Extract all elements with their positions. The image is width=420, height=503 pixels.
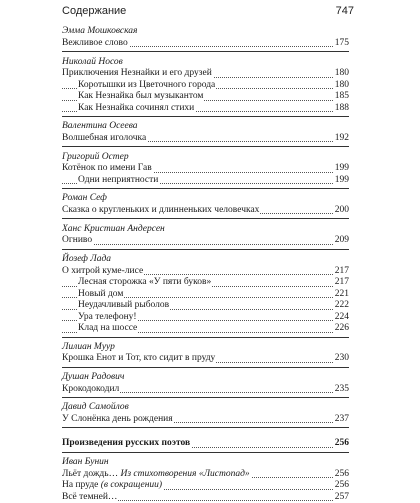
toc-entry[interactable]	[62, 91, 349, 103]
toc-entry-page: 257	[334, 491, 349, 502]
toc-author: Ханс Кристиан Андерсен	[62, 223, 165, 234]
toc-entry-title	[62, 492, 118, 502]
section-heading-title: Произведения русских поэтов	[62, 438, 191, 449]
running-head-page-number: 747	[335, 5, 354, 17]
author-group-divider	[62, 367, 349, 368]
toc-entry-page: 209	[334, 235, 349, 246]
toc-entry-page: 235	[334, 383, 349, 394]
toc-entry-page: 221	[334, 288, 349, 299]
toc-entry[interactable]	[62, 277, 349, 289]
toc-entry-title: У Слонёнка день рождения	[62, 413, 173, 424]
toc-entry-title: Лесная сторожка «У пяти буков»	[78, 277, 212, 288]
toc-entry-title: Коротышки из Цветочного города	[78, 79, 216, 90]
toc-entry-page: 230	[334, 353, 349, 364]
section-heading-divider	[62, 452, 349, 453]
toc-entry[interactable]	[62, 38, 349, 50]
table-of-contents	[62, 22, 349, 503]
toc-entry-title: Вежливое слово	[62, 37, 128, 48]
toc-entry-title: Одни неприятности	[78, 174, 159, 185]
toc-entry-note: Из стихотворения «Листопад»	[120, 468, 250, 479]
author-group-divider	[62, 397, 349, 398]
toc-entry-title: О хитрой куме-лисе	[62, 265, 144, 276]
section-heading-page: 256	[334, 438, 349, 449]
toc-entry[interactable]	[62, 353, 349, 365]
toc-author: Иван Бунин	[62, 457, 109, 468]
toc-entry[interactable]	[62, 384, 349, 396]
toc-entry-page: 256	[334, 468, 349, 479]
toc-author: Йозеф Лада	[62, 254, 112, 265]
toc-entry-page: 237	[334, 413, 349, 424]
toc-author: Давид Самойлов	[62, 402, 129, 413]
toc-entry-title: Как Незнайка был музыкантом	[78, 91, 204, 102]
running-head-section: Содержание	[62, 5, 127, 17]
author-group-divider	[62, 218, 349, 219]
toc-entry[interactable]	[62, 103, 349, 115]
toc-entry[interactable]	[62, 235, 349, 247]
toc-entry[interactable]	[62, 312, 349, 324]
toc-entry-page: 199	[334, 174, 349, 185]
dot-leader	[62, 244, 349, 245]
toc-entry-page: 192	[334, 132, 349, 143]
toc-entry[interactable]	[62, 414, 349, 426]
toc-entry-title: Огниво	[62, 235, 93, 246]
toc-entry[interactable]	[62, 133, 349, 145]
toc-entry[interactable]	[62, 480, 349, 492]
toc-entry-page: 180	[334, 68, 349, 79]
author-group-divider	[62, 249, 349, 250]
toc-entry-page: 188	[334, 102, 349, 113]
toc-entry-page: 217	[334, 277, 349, 288]
toc-entry-title: Клад на шоссе	[78, 323, 138, 334]
toc-entry-page: 226	[334, 323, 349, 334]
toc-entry-page: 222	[334, 300, 349, 311]
toc-author: Николай Носов	[62, 56, 123, 67]
toc-entry-title-main: Всё темней…	[62, 491, 118, 502]
toc-entry-note: (в сокращении)	[100, 480, 163, 491]
toc-entry-page: 224	[334, 311, 349, 322]
toc-entry[interactable]	[62, 205, 349, 217]
toc-entry-title: Неудачливый рыболов	[78, 300, 170, 311]
toc-entry-title: Крошка Енот и Тот, кто сидит в пруду	[62, 353, 216, 364]
toc-entry[interactable]	[62, 300, 349, 312]
toc-author: Душан Радович	[62, 372, 125, 383]
toc-author: Григорий Остер	[62, 151, 129, 162]
author-group-divider	[62, 51, 349, 52]
toc-entry-title: Новый дом	[78, 288, 124, 299]
toc-entry[interactable]	[62, 80, 349, 92]
author-group-divider	[62, 116, 349, 117]
toc-entry[interactable]	[62, 163, 349, 175]
toc-entry-title: Котёнок по имени Гав	[62, 163, 152, 174]
toc-entry-page: 175	[334, 37, 349, 48]
toc-entry[interactable]	[62, 68, 349, 80]
toc-author: Валентина Осеева	[62, 121, 138, 132]
toc-entry-page: 200	[334, 204, 349, 215]
toc-entry-page: 185	[334, 91, 349, 102]
toc-entry-title-main: На пруде	[62, 480, 99, 491]
toc-author: Эмма Мошковская	[62, 26, 138, 37]
toc-entry-title: Крокодокодил	[62, 383, 120, 394]
toc-entry-title	[62, 469, 251, 479]
toc-entry[interactable]	[62, 323, 349, 335]
author-group-divider	[62, 337, 349, 338]
toc-entry[interactable]	[62, 175, 349, 187]
toc-entry-title: Как Незнайка сочинял стихи	[78, 102, 195, 113]
author-group-divider	[62, 427, 349, 428]
author-group-divider	[62, 188, 349, 189]
toc-entry-page: 180	[334, 79, 349, 90]
toc-entry-page: 256	[334, 480, 349, 491]
toc-entry[interactable]	[62, 266, 349, 278]
toc-entry[interactable]	[62, 492, 349, 503]
author-group-divider	[62, 146, 349, 147]
toc-entry-title	[62, 480, 163, 490]
toc-entry-title-main: Льёт дождь…	[62, 468, 119, 479]
section-heading-row[interactable]	[62, 438, 349, 450]
page-header	[0, 0, 420, 24]
toc-entry-page: 217	[334, 265, 349, 276]
toc-entry-page: 199	[334, 163, 349, 174]
toc-entry-title: Приключения Незнайки и его друзей	[62, 68, 212, 79]
toc-entry[interactable]	[62, 289, 349, 301]
toc-entry[interactable]	[62, 469, 349, 481]
toc-entry-title: Ура телефону!	[78, 311, 137, 322]
toc-entry-title: Волшебная иголочка	[62, 132, 147, 143]
toc-entry-title: Сказка о кругленьких и длинненьких человечках	[62, 204, 260, 215]
toc-author: Роман Сеф	[62, 193, 107, 204]
toc-author: Лилиан Муур	[62, 341, 115, 352]
